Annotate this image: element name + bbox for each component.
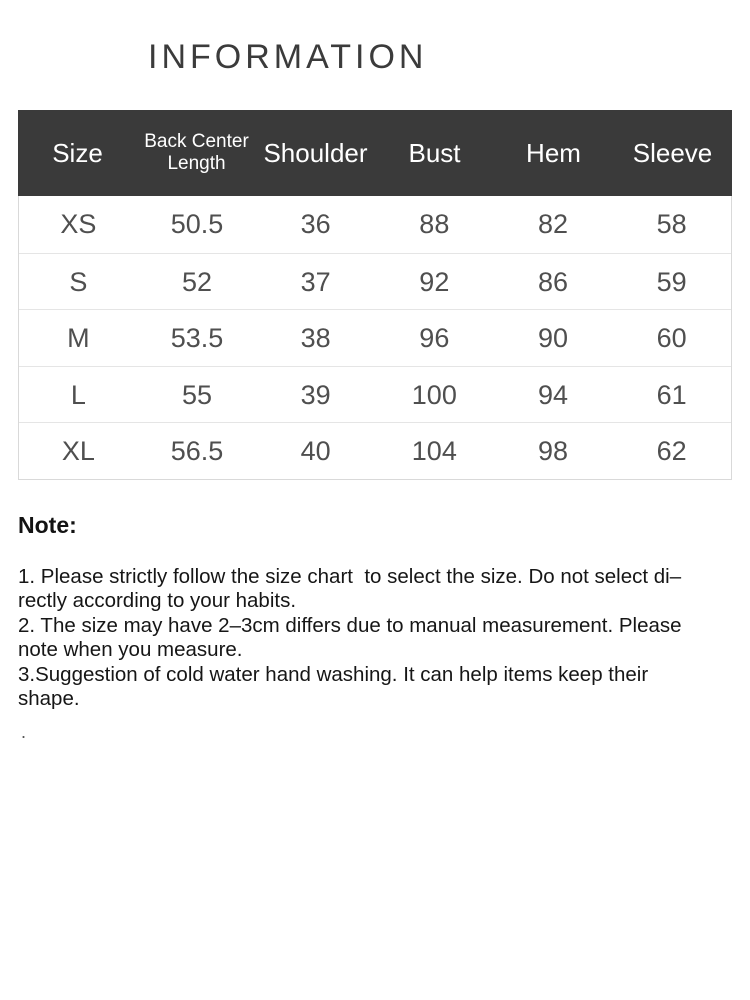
hem-cell: 86 [537, 266, 569, 297]
bust-cell: 104 [411, 436, 457, 466]
sleeve-cell: 58 [656, 209, 687, 239]
table-row-l [19, 366, 731, 423]
shoulder-cell: 36 [300, 209, 331, 239]
size-table-body [18, 196, 732, 480]
note-line-5: 3.Suggestion of cold water hand washing. It can help items keep their [18, 662, 649, 686]
note-line-1: 1. Please strictly follow the size chart to select the size. Do not select di– [18, 565, 682, 588]
size-chart-table [18, 110, 732, 480]
bust-cell: 88 [419, 209, 450, 239]
back-center-length-cell: 52 [181, 266, 213, 297]
size-cell: S [69, 266, 88, 297]
table-row-m [19, 309, 731, 366]
size-cell: XL [61, 436, 95, 466]
shoulder-cell: 37 [300, 266, 331, 297]
note-line-2: rectly according to your habits. [18, 589, 297, 613]
size-table-header-row [18, 110, 732, 196]
header-cell-hem: Hem [526, 137, 581, 168]
sleeve-cell: 59 [656, 266, 687, 297]
hem-cell: 82 [537, 209, 569, 239]
shoulder-cell: 38 [300, 323, 331, 353]
note-line-6: shape. [18, 687, 80, 711]
sleeve-cell: 61 [656, 379, 687, 410]
header-cell-back-center-length: Back Center Length [144, 131, 249, 174]
back-center-length-cell: 50.5 [170, 209, 224, 239]
table-row-s [19, 253, 731, 310]
back-center-length-cell: 55 [181, 379, 213, 410]
hem-cell: 90 [537, 323, 569, 353]
bust-cell: 96 [419, 323, 450, 353]
bust-cell: 100 [411, 379, 457, 410]
note-heading: Note: [18, 512, 77, 538]
shoulder-cell: 40 [300, 436, 331, 466]
header-cell-shoulder: Shoulder [263, 137, 368, 168]
back-center-length-cell: 56.5 [170, 436, 224, 466]
header-cell-size: Size [52, 137, 103, 168]
note-body [18, 565, 732, 711]
size-cell: L [70, 379, 86, 410]
table-row-xs [19, 196, 731, 253]
hem-cell: 98 [537, 436, 569, 466]
bust-cell: 92 [419, 266, 450, 297]
back-center-length-cell: 53.5 [170, 323, 224, 353]
header-cell-bust: Bust [408, 137, 461, 168]
size-cell: XS [60, 209, 97, 239]
header-cell-sleeve: Sleeve [632, 137, 713, 168]
shoulder-cell: 39 [300, 379, 331, 410]
trailing-period-mark: . [21, 722, 27, 742]
sleeve-cell: 62 [656, 436, 687, 466]
page-title: INFORMATION [148, 38, 428, 76]
note-line-4: note when you measure. [18, 638, 243, 662]
hem-cell: 94 [537, 379, 569, 410]
size-cell: M [67, 323, 90, 353]
table-row-xl [19, 422, 731, 479]
note-line-3: 2. The size may have 2–3cm differs due to manual measurement. Please [18, 613, 682, 637]
sleeve-cell: 60 [656, 323, 687, 353]
